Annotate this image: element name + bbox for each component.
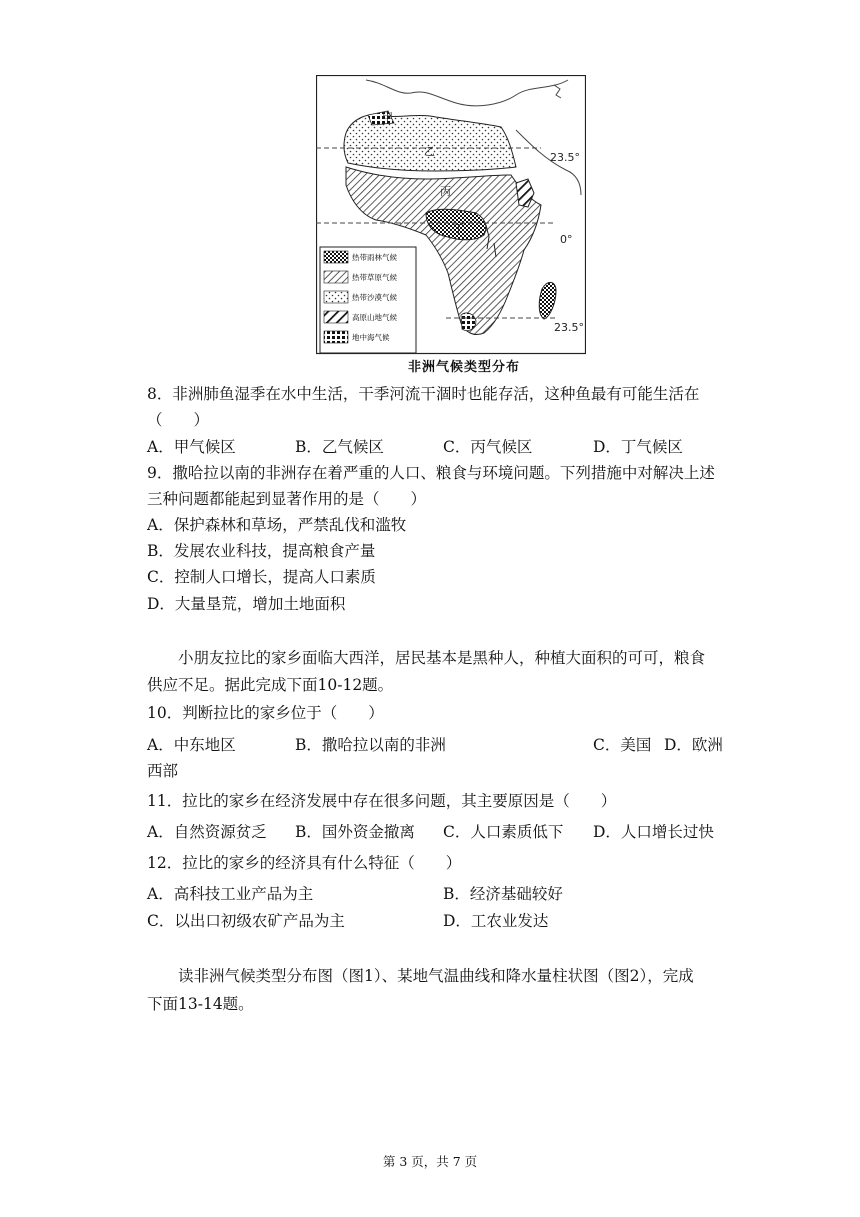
label-jia: 甲: [382, 111, 393, 124]
q10-option-d-wrap: 西部: [147, 762, 179, 780]
q12-option-b[interactable]: B．经济基础较好: [443, 885, 563, 903]
passage2-line2: 下面13-14题。: [147, 995, 254, 1013]
q9-option-b[interactable]: B．发展农业科技，提高粮食产量: [147, 542, 376, 560]
label-yi: 乙: [424, 145, 435, 158]
q11-stem: 11．拉比的家乡在经济发展中存在很多问题，其主要原因是（ ）: [147, 792, 617, 810]
q10-option-a[interactable]: A．中东地区: [147, 736, 236, 754]
q10-option-c[interactable]: C．美国: [593, 736, 652, 754]
legend-highland: 高原山地气候: [352, 313, 397, 322]
q8-paren: （ ）: [147, 411, 210, 429]
legend-desert: 热带沙漠气候: [352, 293, 397, 302]
page-footer: 第 3 页，共 7 页: [382, 1154, 478, 1169]
passage1-line2: 供应不足。据此完成下面10-12题。: [147, 676, 394, 694]
label-ding: 丁: [453, 222, 464, 235]
legend-rainforest: 热带雨林气候: [352, 253, 397, 262]
map-legend: [320, 247, 416, 353]
legend-mediterranean: 地中海气候: [352, 333, 390, 342]
label-equator: 0°: [560, 233, 573, 246]
q11-option-c[interactable]: C．人口素质低下: [443, 823, 564, 841]
label-lat-south: 23.5°: [554, 321, 584, 334]
q8-option-b[interactable]: B．乙气候区: [295, 438, 384, 456]
q8-option-c[interactable]: C．丙气候区: [443, 438, 533, 456]
q11-option-a[interactable]: A．自然资源贫乏: [147, 823, 267, 841]
q12-option-d[interactable]: D．工农业发达: [443, 912, 549, 930]
q9-stem-line1: 9．撒哈拉以南的非洲存在着严重的人口、粮食与环境问题。下列措施中对解决上述: [147, 464, 715, 482]
q9-option-a[interactable]: A．保护森林和草场，严禁乱伐和滥牧: [147, 516, 407, 534]
passage1-line1: 小朋友拉比的家乡面临大西洋，居民基本是黑种人，种植大面积的可可，粮食: [178, 649, 706, 667]
q8-option-d[interactable]: D．丁气候区: [593, 438, 683, 456]
label-bing: 丙: [440, 185, 451, 198]
q9-stem-line2: 三种问题都能起到显著作用的是（ ）: [147, 490, 427, 508]
q11-option-b[interactable]: B．国外资金撤离: [295, 823, 415, 841]
q12-stem: 12．拉比的家乡的经济具有什么特征（ ）: [147, 854, 462, 872]
q11-option-d[interactable]: D．人口增长过快: [593, 823, 714, 841]
q9-option-c[interactable]: C．控制人口增长，提高人口素质: [147, 568, 376, 586]
q10-stem: 10．判断拉比的家乡位于（ ）: [147, 704, 384, 722]
q12-option-a[interactable]: A．高科技工业产品为主: [147, 885, 314, 903]
q12-option-c[interactable]: C．以出口初级农矿产品为主: [147, 912, 345, 930]
q8-option-a[interactable]: A．甲气候区: [147, 438, 236, 456]
q10-option-b[interactable]: B．撒哈拉以南的非洲: [295, 736, 446, 754]
q8-stem: 8．非洲肺鱼湿季在水中生活，干季河流干涸时也能存活，这种鱼最有可能生活在: [147, 385, 700, 403]
map-caption: 非洲气候类型分布: [408, 360, 521, 375]
q10-option-d[interactable]: D．欧洲: [664, 736, 723, 754]
legend-savanna: 热带草原气候: [352, 273, 397, 282]
passage2-line1: 读非洲气候类型分布图（图1）、某地气温曲线和降水量柱状图（图2），完成: [178, 967, 694, 985]
label-lat-north: 23.5°: [550, 151, 580, 164]
africa-climate-map: [316, 75, 586, 371]
q9-option-d[interactable]: D．大量垦荒，增加土地面积: [147, 595, 346, 613]
